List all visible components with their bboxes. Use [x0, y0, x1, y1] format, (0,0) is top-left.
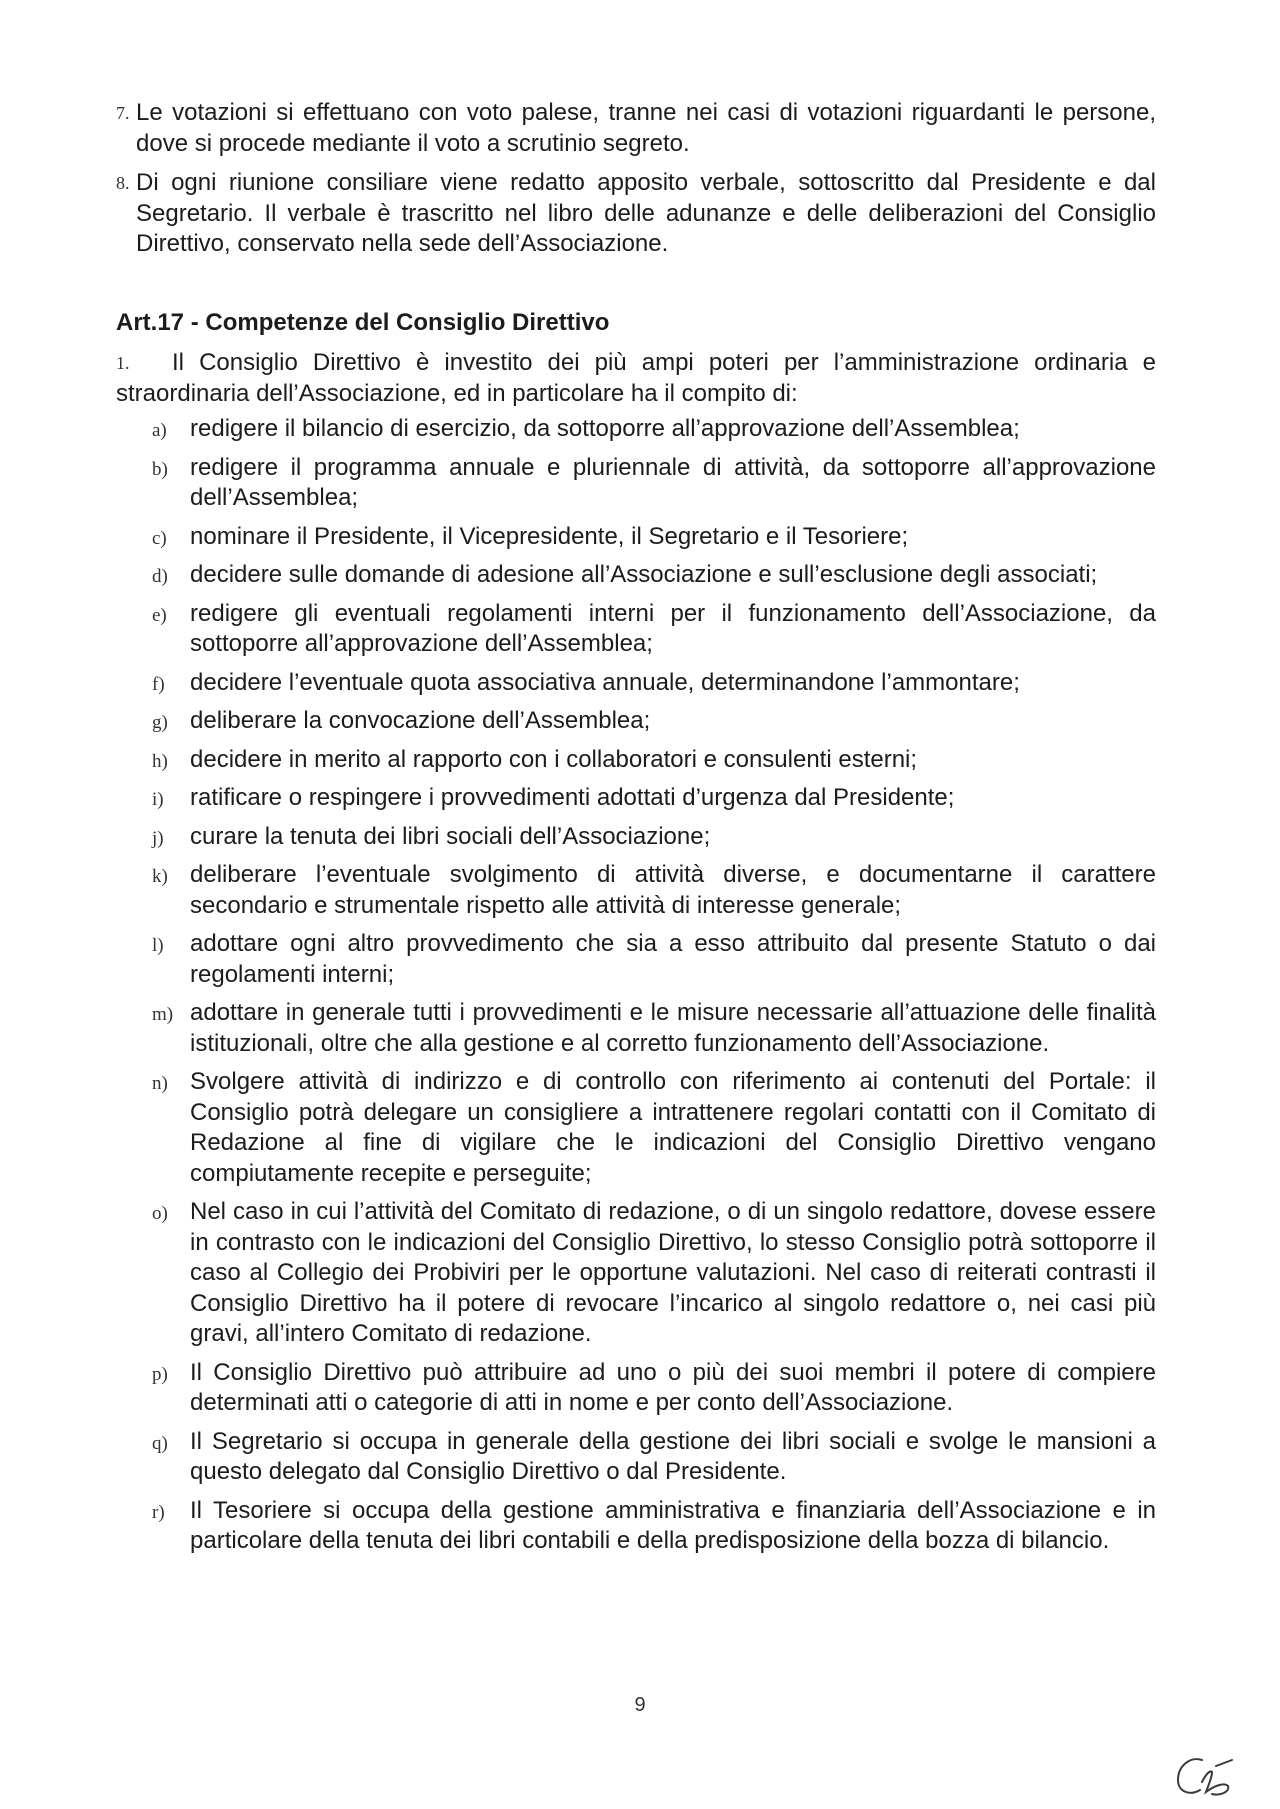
list-item-text: decidere in merito al rapporto con i collaboratori e consulenti esterni; [190, 745, 918, 773]
paragraph-number: 8. [116, 173, 130, 193]
list-item-text: Il Consiglio Direttivo può attribuire ad uno o più dei suoi membri il potere di compiere determinati atti o categorie di atti in nome e per conto dell’Associazione. [190, 1358, 1156, 1416]
list-item [140, 1197, 1156, 1350]
list-item-letter: h) [152, 750, 168, 772]
list-item-text: redigere il bilancio di esercizio, da sottoporre all’approvazione dell’Assemblea; [190, 415, 1020, 442]
list-item-letter: g) [152, 712, 168, 733]
paragraph-text: Di ogni riunione consiliare viene redatto apposito verbale, sottoscritto dal Presidente e dal Segretario. Il verbale è trascritto nel libro delle adunanze e delle deliberazioni del Consiglio Direttivo, conservato nella sede dell’Associazione. [136, 169, 1156, 257]
list-item-text: Il Segretario si occupa in generale della gestione dei libri sociali e svolge le mansioni a questo delegato dal Consiglio Direttivo o dal Presidente. [190, 1427, 1156, 1485]
list-item-text: Nel caso in cui l’attività del Comitato di redazione, o di un singolo redattore, dovese essere in contrasto con le indicazioni del Consiglio Direttivo, lo stesso Consiglio potrà sottoporre il caso al Collegio dei Probiviri per le opportune valutazioni. Nel caso di reiterati contrasti il Consiglio Direttivo ha il potere di revocare l’incarico al singolo redattore o, nei casi più gravi, all’intero Comitato di redazione. [190, 1198, 1156, 1347]
list-item-letter: n) [152, 1073, 168, 1094]
article-heading: Art.17 - Competenze del Consiglio Direttivo [116, 309, 610, 336]
list-item [140, 522, 1156, 553]
list-item-letter: f) [152, 673, 165, 695]
list-item [140, 560, 1156, 591]
list-item-text: curare la tenuta dei libri sociali dell’Associazione; [190, 822, 711, 850]
list-item [140, 929, 1156, 990]
list-item [140, 599, 1156, 660]
list-item-text: deliberare l’eventuale svolgimento di attività diverse, e documentarne il carattere secondario e strumentale rispetto alle attività di interesse generale; [190, 861, 1156, 919]
list-item-letter: i) [152, 789, 164, 810]
list-item-text: deliberare la convocazione dell’Assemblea; [190, 707, 651, 734]
page-number: 9 [634, 1694, 646, 1716]
list-item-text: Il Tesoriere si occupa della gestione amministrativa e finanziaria dell’Associazione e in particolare della tenuta dei libri contabili e della predisposizione della bozza di bilancio. [190, 1496, 1156, 1554]
list-item [140, 1358, 1156, 1419]
handwritten-initials [1172, 1752, 1236, 1798]
list-item [140, 414, 1156, 445]
list-item-letter: q) [152, 1432, 168, 1454]
list-item-letter: c) [152, 527, 167, 549]
list-item-text: redigere il programma annuale e pluriennale di attività, da sottoporre all’approvazione dell’Assemblea; [190, 453, 1156, 511]
list-item [140, 1427, 1156, 1488]
list-item-letter: b) [152, 458, 168, 480]
paragraph-7 [116, 98, 1156, 159]
list-item-text: redigere gli eventuali regolamenti interni per il funzionamento dell’Associazione, da sottoporre all’approvazione dell’Assemblea; [190, 599, 1156, 657]
list-item-letter: e) [152, 604, 167, 626]
list-item-letter: o) [152, 1203, 168, 1224]
list-item [140, 783, 1156, 814]
list-item-letter: r) [152, 1501, 165, 1523]
paragraph-8 [116, 168, 1156, 260]
list-item-text: ratificare o respingere i provvedimenti adottati d’urgenza dal Presidente; [190, 784, 955, 811]
list-item [140, 822, 1156, 853]
list-item-text: adottare in generale tutti i provvedimenti e le misure necessarie all’attuazione delle finalità istituzionali, oltre che alla gestione e al corretto funzionamento dell’Associazione. [190, 999, 1156, 1057]
list-item [140, 706, 1156, 737]
paragraph-text: Le votazioni si effettuano con voto palese, tranne nei casi di votazioni riguardanti le persone, dove si procede mediante il voto a scrutinio segreto. [136, 99, 1156, 157]
list-item [140, 860, 1156, 921]
list-item-letter: a) [152, 420, 167, 441]
list-item [140, 745, 1156, 776]
list-item [140, 453, 1156, 514]
list-item [140, 1067, 1156, 1189]
list-item-text: nominare il Presidente, il Vicepresidente, il Segretario e il Tesoriere; [190, 522, 909, 550]
paragraph-number: 7. [116, 103, 130, 123]
list-item-letter: j) [152, 827, 164, 849]
list-item [140, 668, 1156, 699]
paragraph-text: Il Consiglio Direttivo è investito dei più ampi poteri per l’amministrazione ordinaria e straordinaria dell’Associazione, ed in particolare ha il compito di: [116, 349, 1156, 407]
list-item-text: decidere sulle domande di adesione all’Associazione e sull’esclusione degli associati; [190, 561, 1098, 588]
list-item-text: Svolgere attività di indirizzo e di controllo con riferimento ai contenuti del Portale: il Consiglio potrà delegare un consigliere a intrattenere regolari contatti con il Comitato di Redazione al fine di vigilare che le indicazioni del Consiglio Direttivo vengano compiutamente recepite e perseguite; [190, 1068, 1156, 1187]
list-item-letter: d) [152, 566, 168, 587]
list-item-letter: m) [152, 1004, 174, 1025]
competence-list [140, 414, 1156, 1565]
list-item [140, 1496, 1156, 1557]
list-item-letter: p) [152, 1363, 168, 1385]
paragraph-number: 1. [116, 353, 130, 373]
article-paragraph-1 [116, 348, 1156, 409]
list-item-text: adottare ogni altro provvedimento che sia a esso attribuito dal presente Statuto o dai regolamenti interni; [190, 930, 1156, 988]
list-item-text: decidere l’eventuale quota associativa annuale, determinandone l’ammontare; [190, 668, 1020, 696]
list-item-letter: k) [152, 866, 168, 887]
list-item-letter: l) [152, 935, 164, 956]
list-item [140, 998, 1156, 1059]
